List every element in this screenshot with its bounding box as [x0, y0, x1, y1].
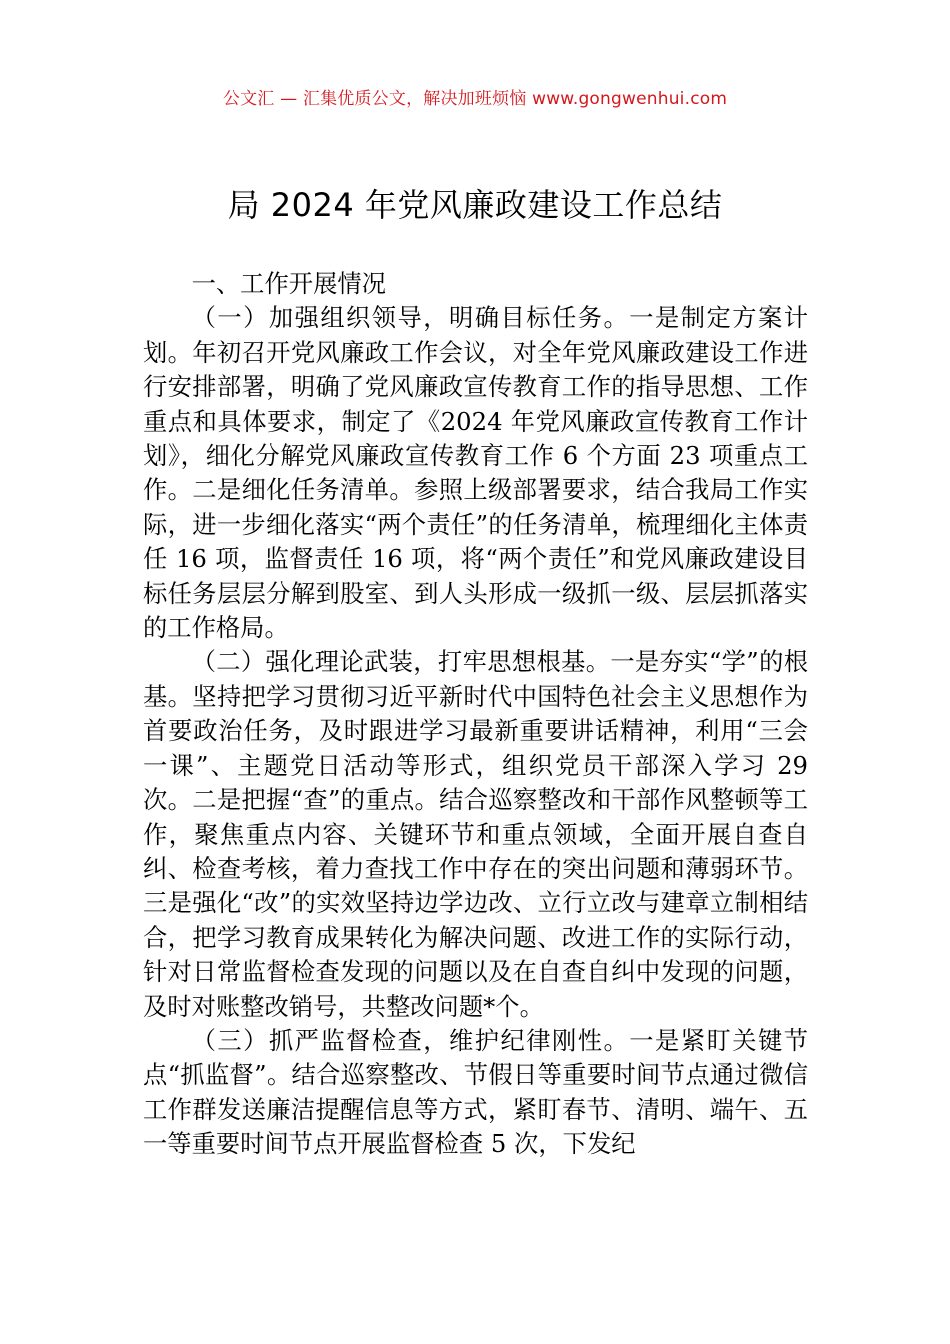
document-body — [143, 267, 808, 1162]
paragraph-1: （一）加强组织领导，明确目标任务。一是制定方案计划。年初召开党风廉政工作会议，对全年党风廉政建设工作进行安排部署，明确了党风廉政宣传教育工作的指导思想、工作重点和具体要求，制定了《2024 年党风廉政宣传教育工作计划》，细化分解党风廉政宣传教育工作 6 个方面 23 项重点工作。二是细化任务清单。参照上级部署要求，结合我局工作实际，进一步细化落实“两个责任”的任务清单，梳理细化主体责任 16 项，监督责任 16 项，将“两个责任”和党风廉政建设目标任务层层分解到股室、到人头形成一级抓一级、层层抓落实的工作格局。 — [143, 303, 808, 643]
paragraph-3: （三）抓严监督检查，维护纪律刚性。一是紧盯关键节点“抓监督”。结合巡察整改、节假日等重要时间节点通过微信工作群发送廉洁提醒信息等方式，紧盯春节、清明、端午、五一等重要时间节点开展监督检查 5 次，下发纪 — [143, 1025, 808, 1159]
paragraph-2: （二）强化理论武装，打牢思想根基。一是夯实“学”的根基。坚持把学习贯彻习近平新时代中国特色社会主义思想作为首要政治任务，及时跟进学习最新重要讲话精神，利用“三会一课”、主题党日活动等形式，组织党员干部深入学习 29 次。二是把握“查”的重点。结合巡察整改和干部作风整顿等工作，聚焦重点内容、关键环节和重点领域，全面开展自查自纠、检查考核，着力查找工作中存在的突出问题和薄弱环节。三是强化“改”的实效坚持边学边改、立行立改与建章立制相结合，把学习教育成果转化为解决问题、改进工作的实际行动，针对日常监督检查发现的问题以及在自查自纠中发现的问题，及时对账整改销号，共整改问题*个。 — [143, 647, 808, 1021]
header-banner: 公文汇 — 汇集优质公文，解决加班烦恼 www.gongwenhui.com — [222, 89, 728, 109]
section-heading: 一、工作开展情况 — [191, 269, 386, 298]
document-title: 局 2024 年党风廉政建设工作总结 — [227, 186, 723, 224]
